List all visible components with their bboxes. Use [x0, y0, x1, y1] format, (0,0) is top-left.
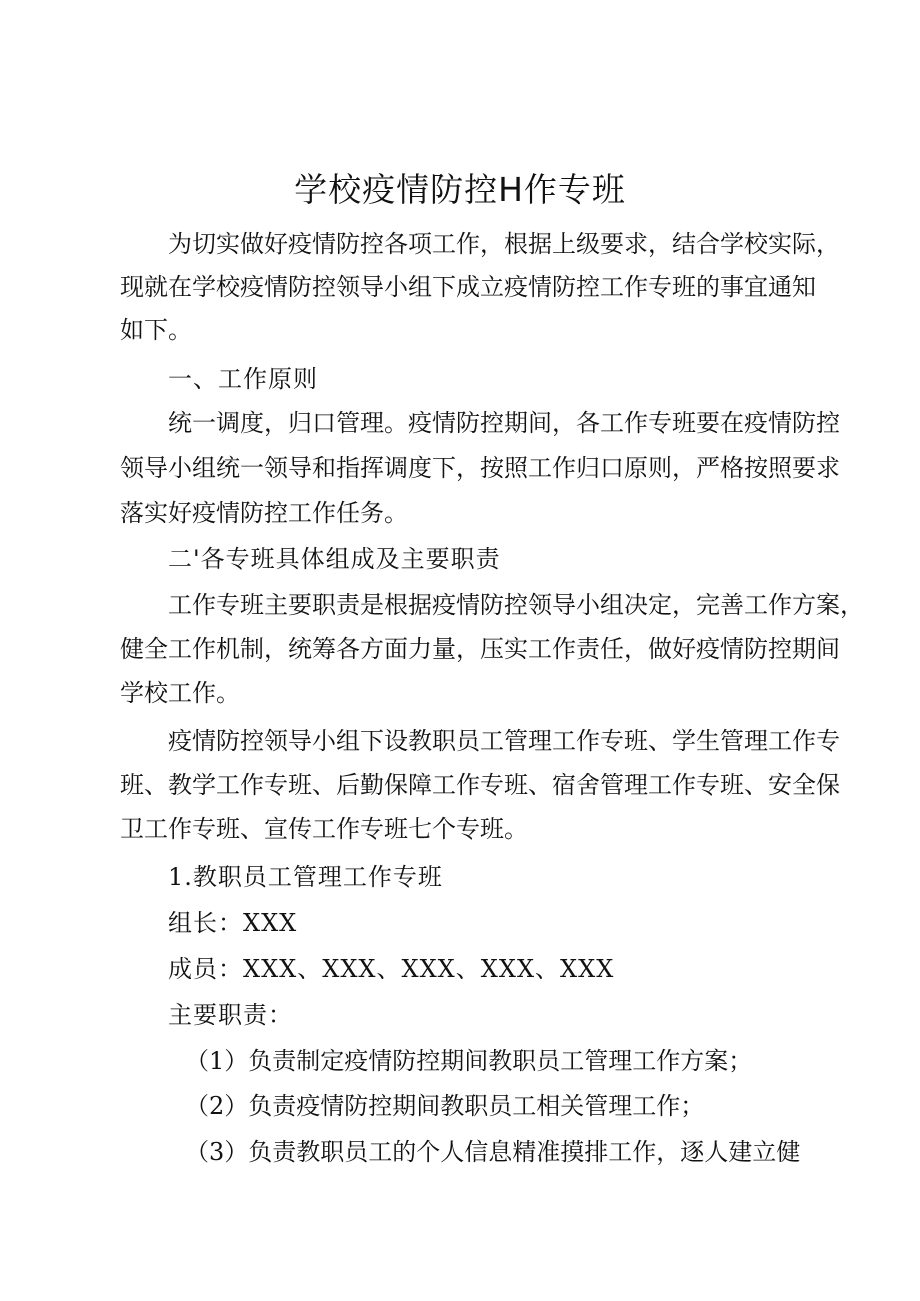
- intro-line-1: 为切实做好疫情防控各项工作，根据上级要求，结合学校实际，: [168, 230, 840, 258]
- section-2-para2-line-2: 班、教学工作专班、后勤保障工作专班、宿舍管理工作专班、安全保: [120, 771, 840, 799]
- section-2-para1-line-3: 学校工作。: [120, 679, 240, 707]
- team-1-duty-2: （2）负责疫情防控期间教职员工相关管理工作；: [185, 1092, 705, 1120]
- section-2-para1-line-2: 健全工作机制，统筹各方面力量，压实工作责任，做好疫情防控期间: [120, 635, 840, 663]
- section-1-line-3: 落实好疫情防控工作任务。: [120, 499, 408, 527]
- team-1-members: 成员：XXX、XXX、XXX、XXX、XXX: [168, 955, 615, 983]
- intro-line-3: 如下。: [120, 316, 192, 344]
- section-2-heading: 二'各专班具体组成及主要职责: [168, 545, 501, 573]
- team-1-leader: 组长：XXX: [168, 909, 298, 937]
- team-1-duty-1: （1）负责制定疫情防控期间教职员工管理工作方案；: [185, 1047, 753, 1075]
- document-title: 学校疫情防控H作专班: [294, 170, 626, 209]
- section-2-para2-line-3: 卫工作专班、宣传工作专班七个专班。: [120, 815, 528, 843]
- section-1-line-2: 领导小组统一领导和指挥调度下，按照工作归口原则，严格按照要求: [120, 454, 840, 482]
- team-1-duties-label: 主要职责：: [168, 1001, 293, 1029]
- section-1-line-1: 统一调度，归口管理。疫情防控期间，各工作专班要在疫情防控: [168, 409, 840, 437]
- intro-line-2: 现就在学校疫情防控领导小组下成立疫情防控工作专班的事宜通知: [120, 273, 816, 301]
- section-1-heading: 一、工作原则: [168, 365, 318, 393]
- section-2-para1-line-1: 工作专班主要职责是根据疫情防控领导小组决定，完善工作方案，: [168, 591, 864, 619]
- team-1-duty-3: （3）负责教职员工的个人信息精准摸排工作，逐人建立健: [185, 1138, 801, 1166]
- section-2-para2-line-1: 疫情防控领导小组下设教职员工管理工作专班、学生管理工作专: [168, 727, 840, 755]
- team-1-name: 1.教职员工管理工作专班: [168, 863, 443, 891]
